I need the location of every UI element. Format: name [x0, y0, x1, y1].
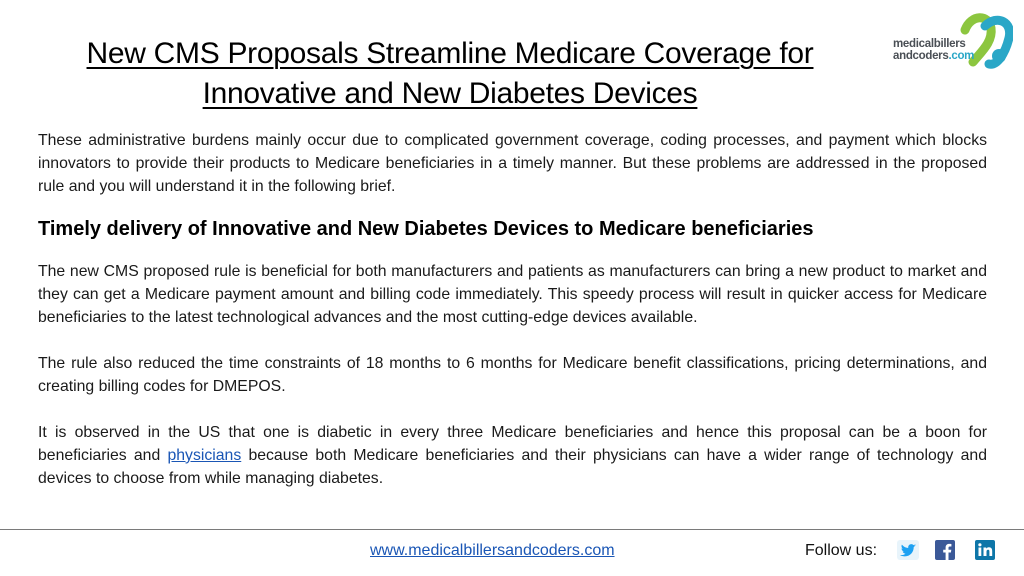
article-body — [38, 129, 987, 490]
footer-divider — [0, 529, 1024, 530]
paragraph-text-before-link: It is observed in the US that one is diabetic in every three Medicare beneficiaries and hence this proposal can be a boon for beneficiaries and — [38, 424, 987, 464]
logo-text-line-1: medicalbillers — [893, 38, 966, 50]
logo-text-suffix: .com — [948, 50, 975, 62]
website-link[interactable]: www.medicalbillersandcoders.com — [370, 542, 615, 559]
paragraph-diabetes — [38, 421, 987, 490]
paragraph-time-constraints: The rule also reduced the time constraints of 18 months to 6 months for Medicare benefit classifications, pricing determinations, and creating billing codes for DMEPOS. — [38, 355, 987, 395]
physicians-link[interactable]: physicians — [167, 447, 242, 464]
facebook-icon[interactable] — [934, 540, 956, 560]
company-logo[interactable] — [893, 12, 1013, 76]
section-heading: Timely delivery of Innovative and New Diabetes Devices to Medicare beneficiaries — [38, 218, 814, 240]
follow-us-label: Follow us: — [805, 542, 878, 559]
paragraph-text-after-link: because both Medicare beneficiaries and their physicians can have a wider range of technology and devices to choose from while managing diabetes. — [38, 447, 988, 487]
title-line-2: Innovative and New Diabetes Devices — [202, 77, 698, 110]
paragraph-benefits: The new CMS proposed rule is beneficial for both manufacturers and patients as manufacturers can bring a new product to market and they can get a Medicare payment amount and billing code immediately. This speedy process will result in quicker access for Medicare beneficiaries to the latest technological advances and the most cutting-edge devices available. — [38, 263, 987, 326]
logo-wordmark — [893, 38, 974, 62]
paragraph-intro: These administrative burdens mainly occur due to complicated government coverage, coding processes, and payment which blocks innovators to provide their products to Medicare beneficiaries in a timely manner. But these problems are addressed in the proposed rule and you will understand it in the following brief. — [38, 132, 987, 195]
page-title — [30, 34, 870, 114]
logo-text-line-2: andcoders — [893, 50, 949, 62]
title-line-1: New CMS Proposals Streamline Medicare Coverage for — [86, 37, 814, 70]
twitter-icon[interactable] — [897, 540, 919, 560]
linkedin-icon[interactable] — [974, 540, 996, 560]
